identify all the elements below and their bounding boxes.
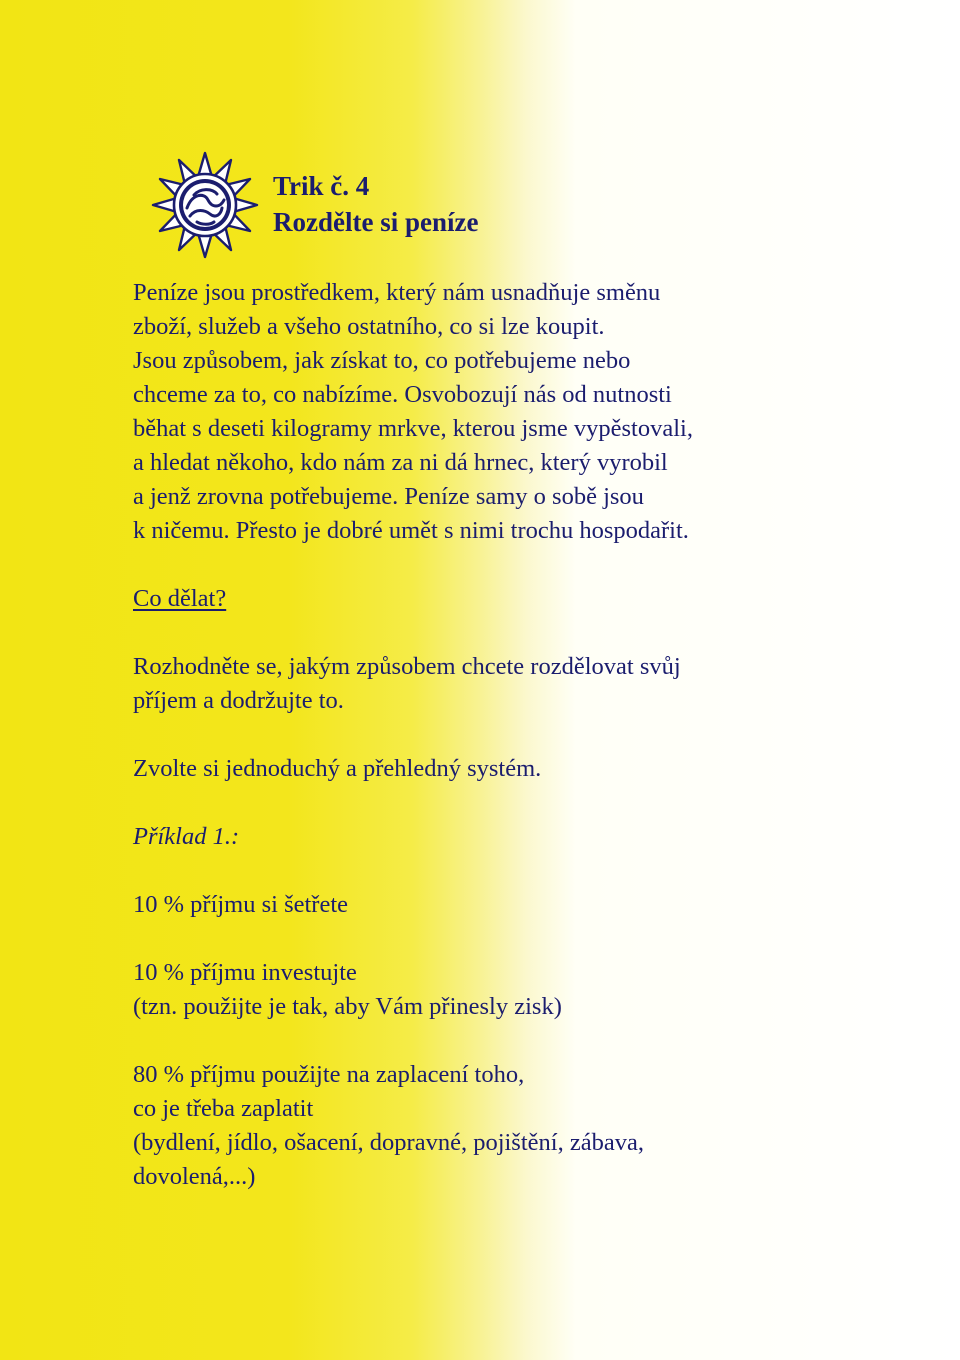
sun-swirl-icon [150, 150, 260, 260]
heading-title: Rozdělte si peníze [273, 207, 479, 237]
page-heading [273, 168, 478, 240]
system-paragraph: Zvolte si jednoduchý a přehledný systém. [133, 755, 542, 782]
example-label: Příklad 1.: [133, 823, 240, 850]
body-text [133, 276, 893, 1194]
rule-spend: 80 % příjmu použijte na zaplacení toho, co je třeba zaplatit (bydlení, jídlo, ošacení, dopravné, pojištění, zábava, dovolená,...) [133, 1061, 644, 1190]
intro-paragraph: Peníze jsou prostředkem, který nám usnadňuje směnu zboží, služeb a všeho ostatního, co si lze koupit. Jsou způsobem, jak získat to, co potřebujeme nebo chceme za to, co nabízíme. Osvobozují nás od nutnosti běhat s deseti kilogramy mrkve, kterou jsme vypěstovali, a hledat někoho, kdo nám za ni dá hrnec, který vyrobil a jenž zrovna potřebujeme. Peníze samy o sobě jsou k ničemu. Přesto je dobré umět s nimi trochu hospodařit. [133, 279, 693, 544]
sun-ray [198, 234, 211, 257]
question-heading: Co dělat? [133, 585, 227, 612]
sun-ray [153, 198, 176, 211]
rule-invest: 10 % příjmu investujte (tzn. použijte je tak, aby Vám přinesly zisk) [133, 959, 562, 1020]
rule-save: 10 % příjmu si šetřete [133, 891, 349, 918]
heading-trick-number: Trik č. 4 [273, 171, 370, 201]
decide-paragraph: Rozhodněte se, jakým způsobem chcete rozdělovat svůj příjem a dodržujte to. [133, 653, 681, 714]
sun-ray [198, 153, 211, 176]
sun-ray [234, 198, 257, 211]
